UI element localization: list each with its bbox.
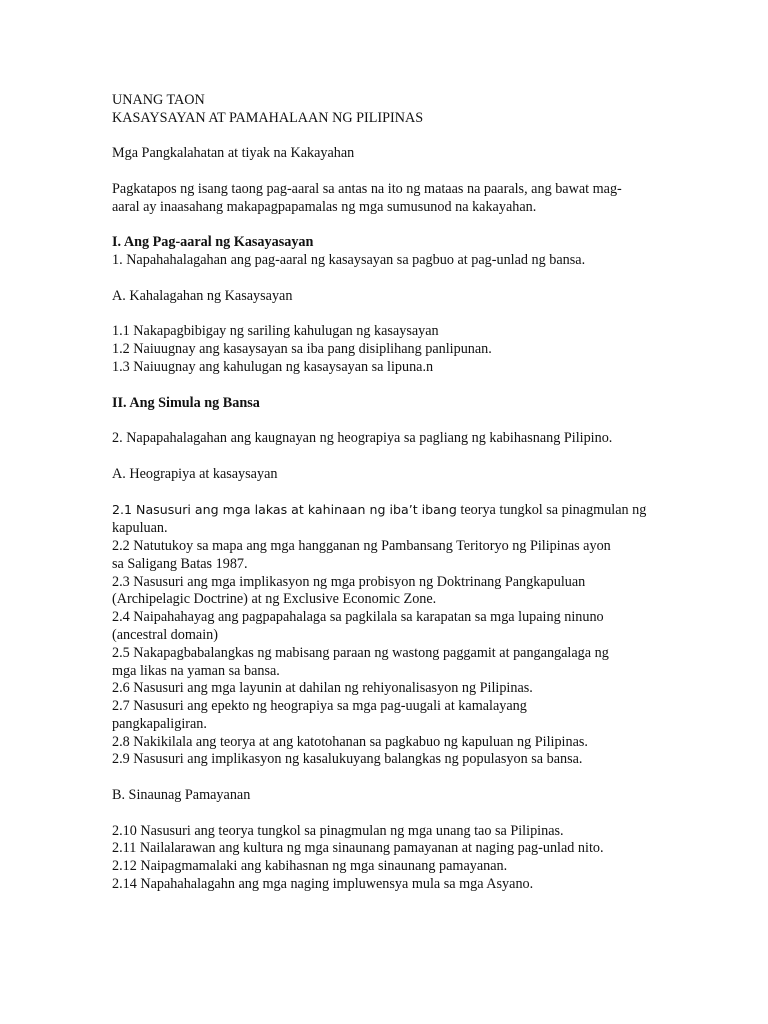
list-item-2-1-part-b: teorya tungkol sa pinagmulan ng (456, 502, 647, 519)
list-item-2-7: 2.7 Nasusuri ang epekto ng heograpiya sa mga pag-uugali at kamalayang (112, 698, 527, 715)
list-item-2-12: 2.12 Naipagmamalaki ang kabihasnan ng mga sinaunang pamayanan. (112, 858, 508, 875)
list-item-2-2-cont: sa Saligang Batas 1987. (112, 555, 248, 572)
section-2-heading: II. Ang Simula ng Bansa (112, 394, 260, 411)
list-item-2-10: 2.10 Nasusuri ang teorya tungkol sa pinagmulan ng mga unang tao sa Pilipinas. (112, 822, 564, 839)
list-item-2-8: 2.8 Nakikilala ang teorya at ang katotohanan sa pagkabuo ng kapuluan ng Pilipinas. (112, 733, 588, 750)
intro-paragraph (112, 181, 668, 217)
competencies-subtitle: Mga Pangkalahatan at tiyak na Kakayahan (112, 145, 355, 162)
section-1 (112, 234, 668, 376)
list-item-2-4-cont: (ancestral domain) (112, 626, 218, 643)
list-item-2-1-part-a: 2.1 Nasusuri ang mga lakas at kahinaan ng iba’t ibang (112, 502, 457, 518)
intro-line-2: aaral ay inaasahang makapagpapamalas ng mga sumusunod na kakayahan. (112, 198, 537, 215)
list-item-2-1 (112, 501, 668, 520)
list-item-1-3: 1.3 Naiuugnay ang kahulugan ng kasaysayan sa lipuna.n (112, 358, 434, 375)
list-item-2-7-cont: pangkapaligiran. (112, 715, 207, 732)
list-item-2-4: 2.4 Naipahahayag ang pagpapahalaga sa pagkilala sa karapatan sa mga lupaing ninuno (112, 609, 604, 626)
section-2-subheading-a: A. Heograpiya at kasaysayan (112, 465, 278, 482)
list-item-2-3-cont: (Archipelagic Doctrine) at ng Exclusive Economic Zone. (112, 591, 437, 608)
list-item-2-14: 2.14 Napahahalagahn ang mga naging impluwensya mula sa mga Asyano. (112, 876, 534, 893)
grade-title: UNANG TAON (112, 92, 205, 108)
section-1-heading: I. Ang Pag-aaral ng Kasayasayan (112, 234, 314, 251)
list-item-2-5-cont: mga likas na yaman sa bansa. (112, 662, 280, 679)
section-2-subheading-b: B. Sinaunag Pamayanan (112, 787, 251, 804)
list-item-2-11: 2.11 Nailalarawan ang kultura ng mga sinaunang pamayanan at naging pag-unlad nito. (112, 840, 604, 857)
list-item-2-1-cont: kapuluan. (112, 520, 168, 537)
subject-title: KASAYSAYAN AT PAMAHALAAN NG PILIPINAS (112, 109, 424, 126)
intro-line-1: Pagkatapos ng isang taong pag-aaral sa antas na ito ng mataas na paarals, ang bawat mag- (112, 180, 622, 197)
section-1-subheading: A. Kahalagahan ng Kasaysayan (112, 287, 293, 304)
list-item-2-2: 2.2 Natutukoy sa mapa ang mga hangganan ng Pambansang Teritoryo ng Pilipinas ayon (112, 537, 611, 554)
list-item-1-2: 1.2 Naiuugnay ang kasaysayan sa iba pang disiplihang panlipunan. (112, 341, 492, 358)
list-item-2-6: 2.6 Nasusuri ang mga layunin at dahilan ng rehiyonalisasyon ng Pilipinas. (112, 680, 533, 697)
section-1-goal: 1. Napahahalagahan ang pag-aaral ng kasaysayan sa pagbuo at pag-unlad ng bansa. (112, 252, 586, 269)
list-item-2-3: 2.3 Nasusuri ang mga implikasyon ng mga probisyon ng Doktrinang Pangkapuluan (112, 573, 586, 590)
list-item-2-9: 2.9 Nasusuri ang implikasyon ng kasalukuyang balangkas ng populasyon sa bansa. (112, 751, 583, 768)
section-2-goal: 2. Napapahalagahan ang kaugnayan ng heograpiya sa pagliang ng kabihasnang Pilipino. (112, 430, 613, 447)
section-2 (112, 395, 668, 894)
list-item-1-1: 1.1 Nakapagbibigay ng sariling kahulugan ng kasaysayan (112, 323, 439, 340)
list-item-2-5: 2.5 Nakapagbabalangkas ng mabisang paraan ng wastong paggamit at pangangalaga ng (112, 644, 609, 661)
document-header (112, 92, 668, 128)
